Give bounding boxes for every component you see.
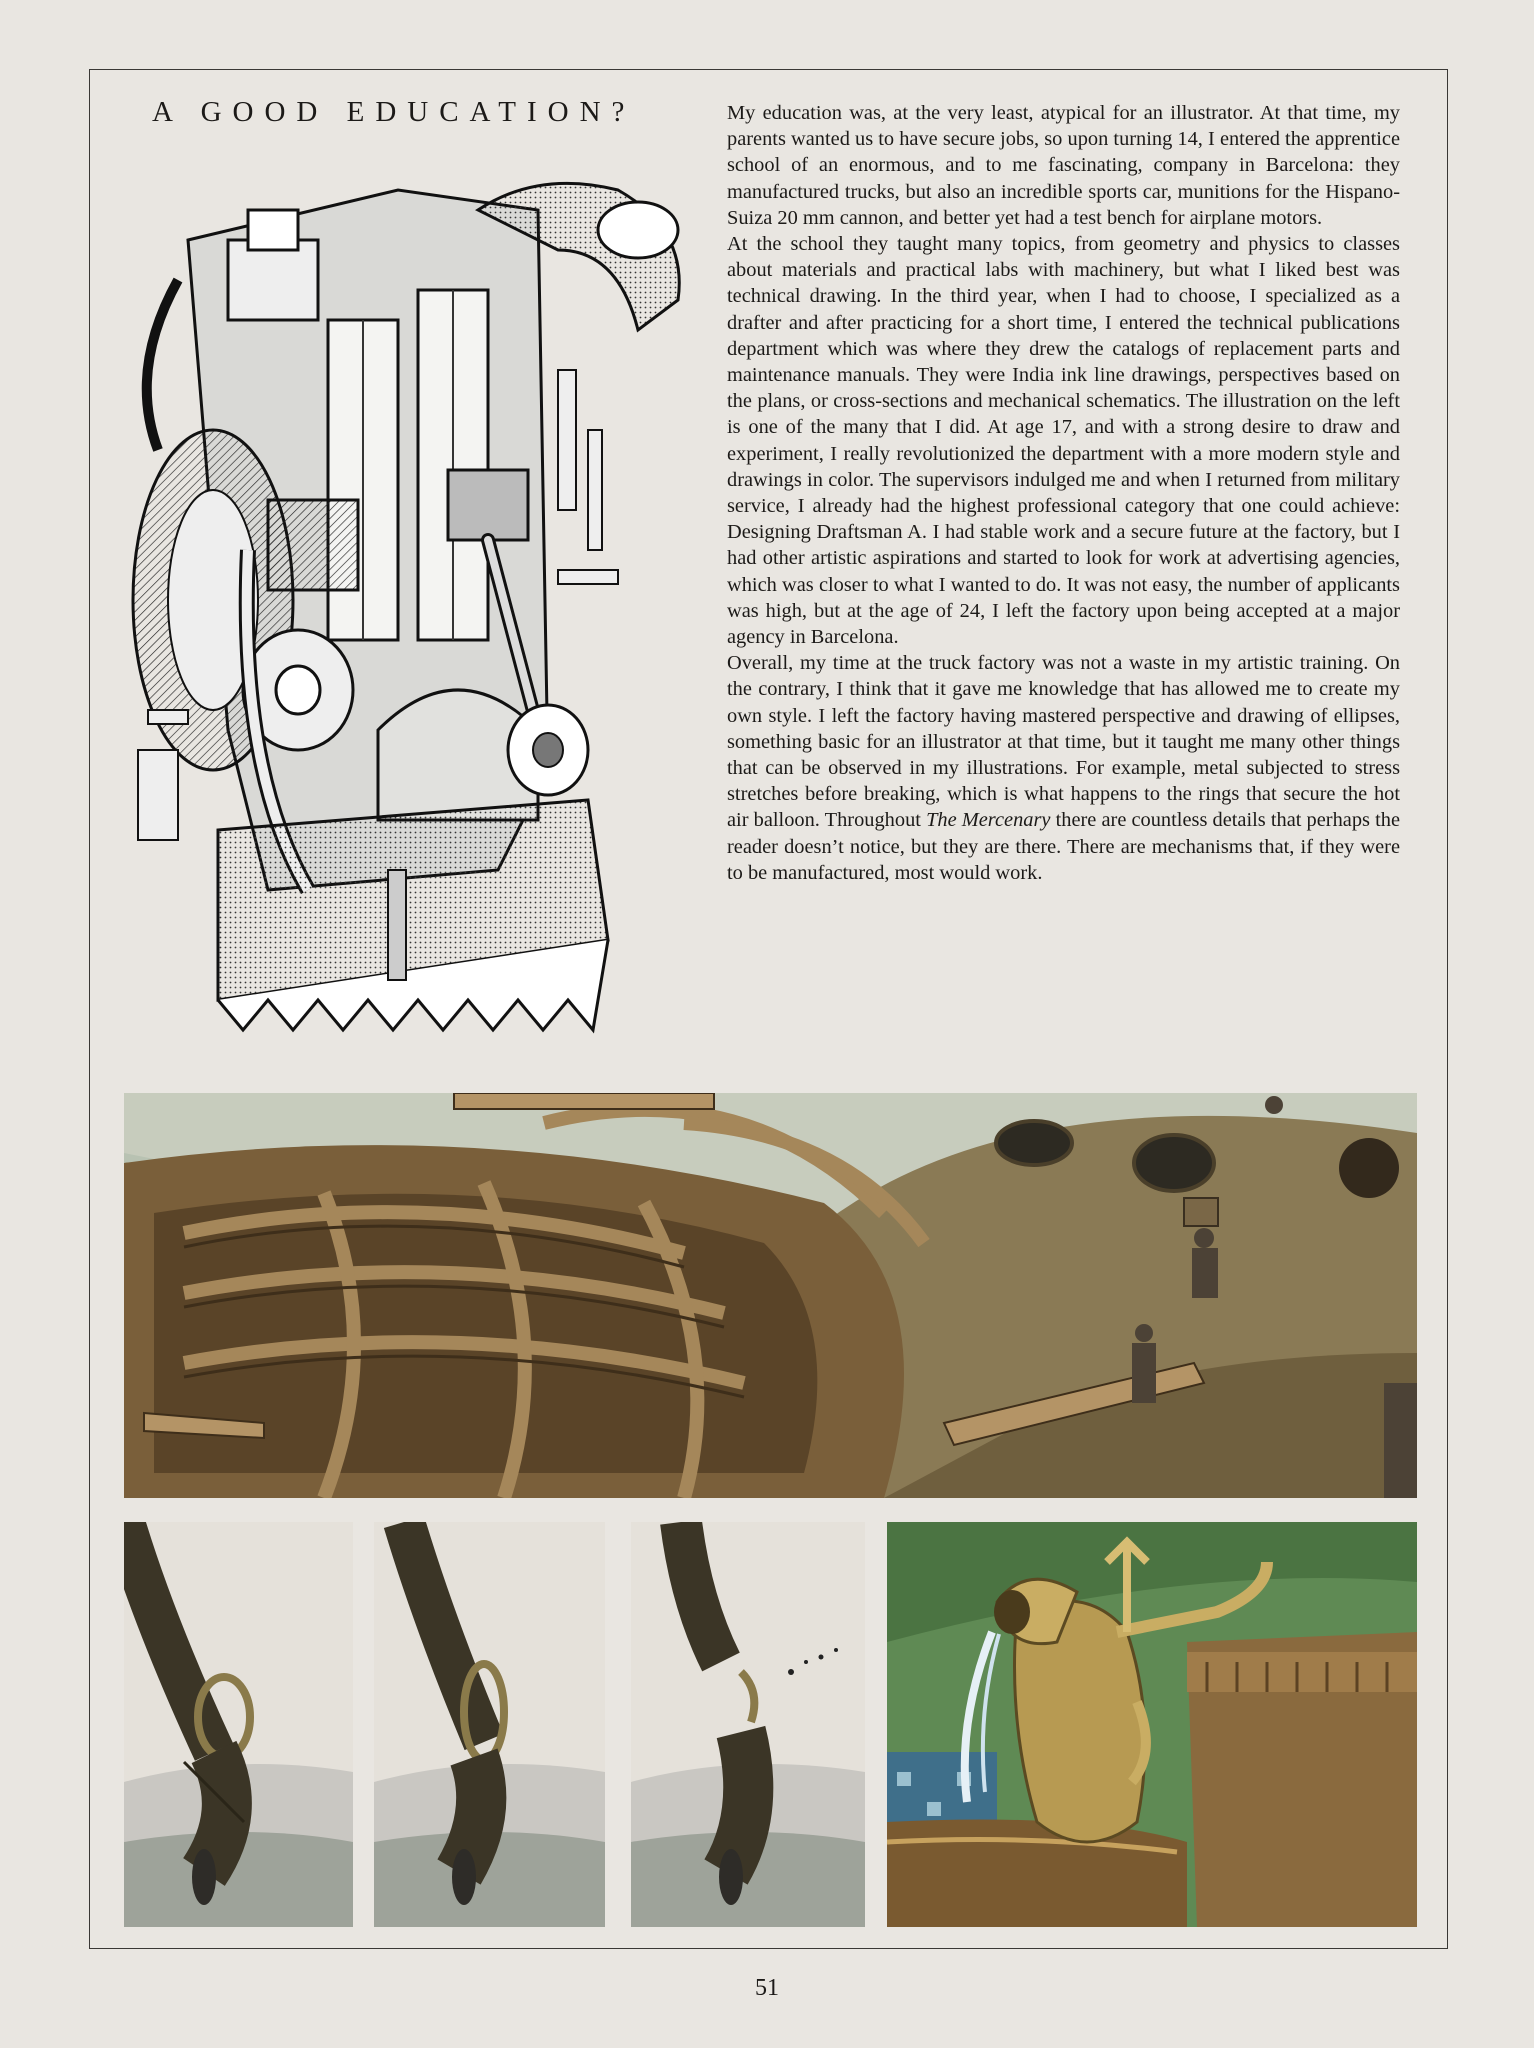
rope-ring-panel-3: [631, 1522, 865, 1927]
paragraph-3-start: Overall, my time at the truck factory was not a waste in my artistic training. On the contrary, I think that it gave me knowledge that has allowed me to create my own style. I left the factory having mastered perspective and drawing of ellipses, something basic for an illustrator at that time, but it taught me many other things that can be observed in my illustrations. For example, metal subjected to stress stretches before breaking, which is what happens to the rings that secure the hot air balloon. Throughout: [727, 652, 1400, 832]
ship-construction-painting: [124, 1093, 1417, 1498]
paragraph-3-end: there are countless details that perhaps the reader doesn’t notice, but they are there. There are mechanisms that, if they were to be manufactured, most would work.: [727, 809, 1401, 884]
rope-ring-panel-2: [374, 1522, 605, 1927]
engine-cutaway-illustration: [118, 170, 708, 1082]
book-title: The Mercenary: [926, 809, 1051, 832]
article-paragraph-1: My education was, at the very least, atypical for an illustrator. At that time, my parents wanted us to have secure jobs, so upon turning 14, I entered the apprentice school of an enormous, and to me fascinating, company in Barcelona: they manufactured trucks, but also an incredible sports car, munitions for the Hispano-Suiza 20 mm cannon, and better yet had a test bench for airplane motors.: [727, 102, 1400, 229]
brass-fountain-painting: [887, 1522, 1417, 1927]
article-paragraph-3: [727, 650, 1400, 886]
rope-ring-panel-1: [124, 1522, 353, 1927]
page-number: 51: [755, 1975, 779, 2001]
article-paragraph-2: At the school they taught many topics, from geometry and physics to classes about materials and practical labs with machinery, but what I liked best was technical drawing. In the third year, when I had to choose, I specialized as a drafter and after practicing for a short time, I entered the technical publications department which was where they drew the catalogs of replacement parts and maintenance manuals. They were India ink line drawings, perspectives based on the plans, or cross-sections and mechanical schematics. The illustration on the left is one of the many that I did. At age 17, and with a strong desire to draw and experiment, I really revolutionized the department with a more modern style and drawings in color. The supervisors indulged me and when I returned from military service, I already had the highest professional category that one could achieve: Designing Draftsman A. I had stable work and a secure future at the factory, but I had other artistic aspirations and started to look for work at advertising agencies, which was closer to what I wanted to do. It was not easy, the number of applicants was high, but at the age of 24, I left the factory upon being accepted at a major agency in Barcelona.: [727, 233, 1400, 649]
article-body: [727, 100, 1400, 886]
page-title: A GOOD EDUCATION?: [152, 96, 636, 128]
